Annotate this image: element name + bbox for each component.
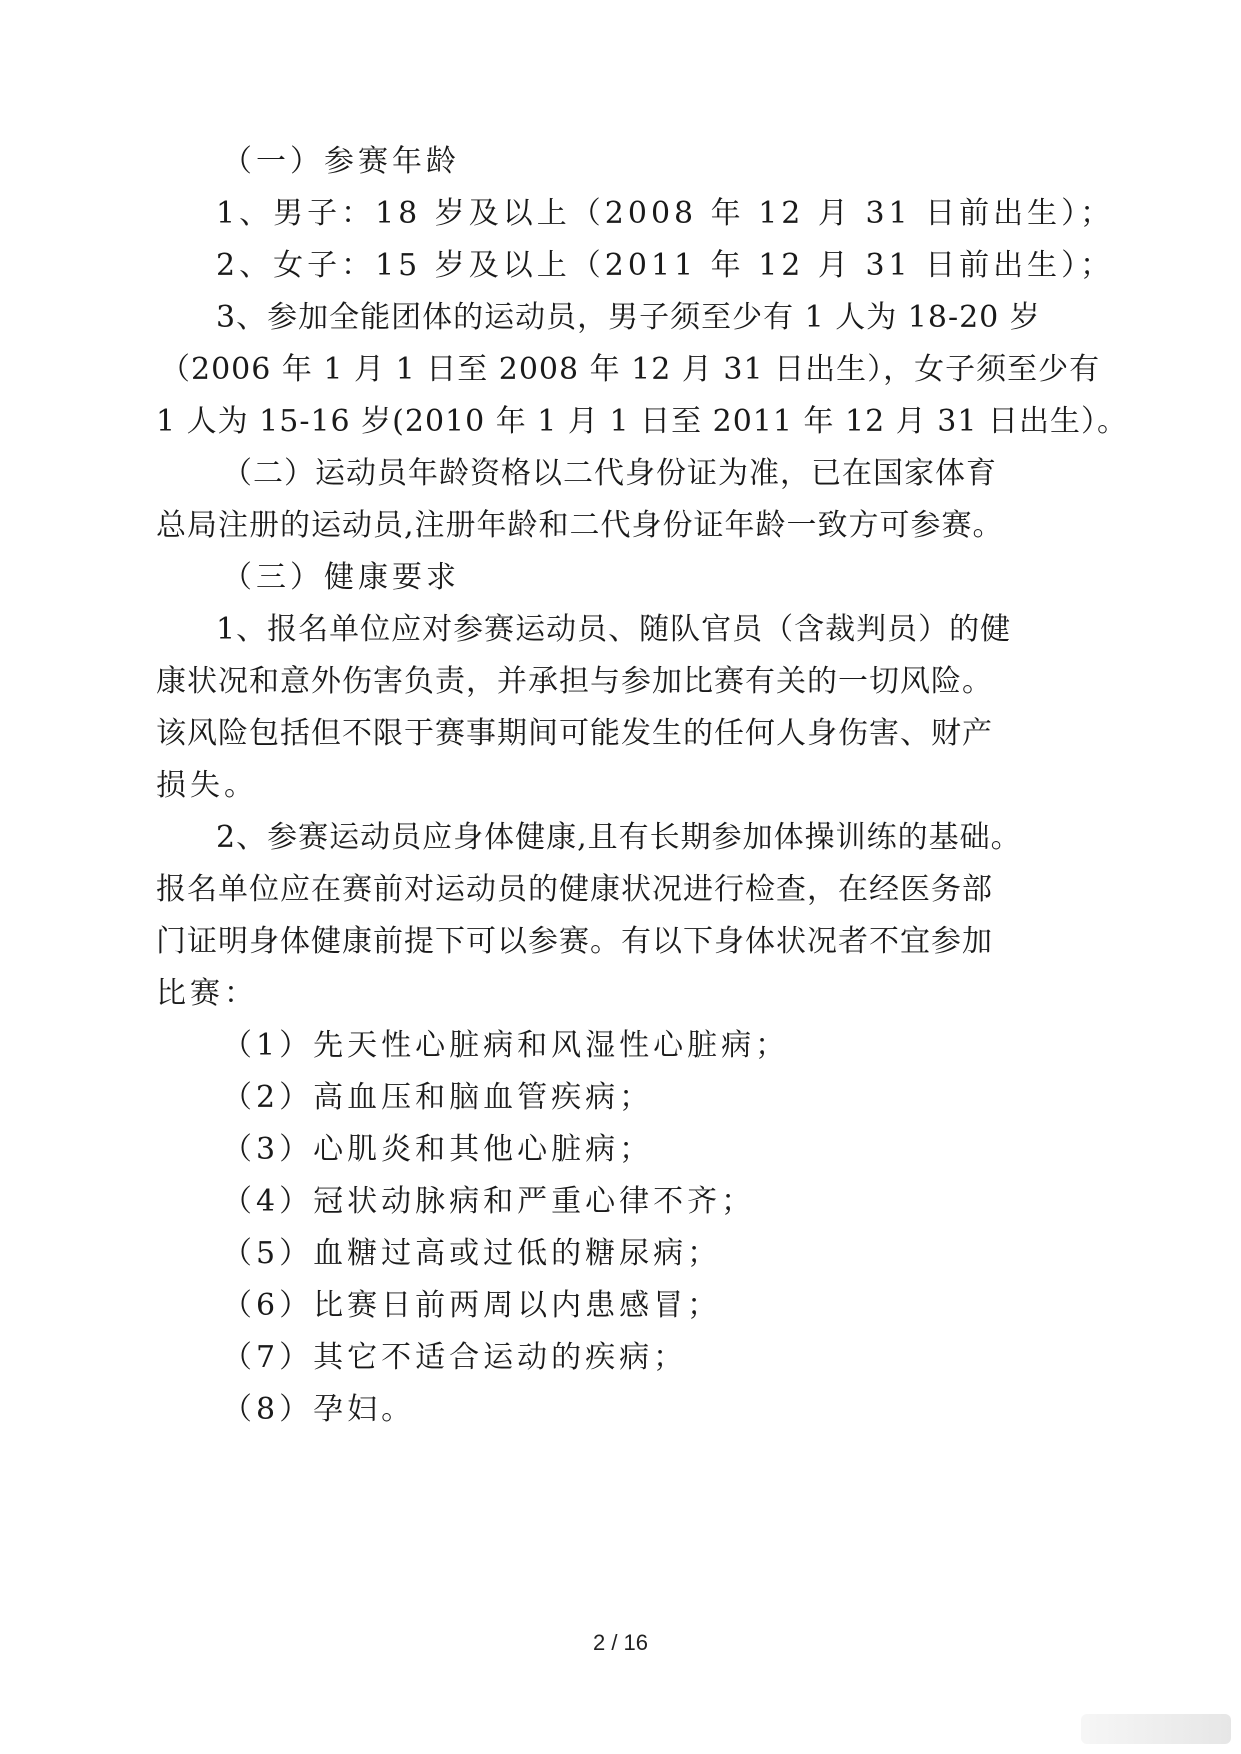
condition-item-5: （5）血糖过高或过低的糖尿病； [222, 1236, 722, 1271]
age-item-male: 1、男子：18 岁及以上（2008 年 12 月 31 日前出生）； [216, 196, 1115, 231]
condition-item-1: （1）先天性心脏病和风湿性心脏病； [222, 1028, 790, 1063]
health-item-2-line3: 门证明身体健康前提下可以参赛。有以下身体状况者不宜参加 [156, 924, 993, 959]
section-heading-age: （一）参赛年龄 [222, 144, 460, 179]
page-number: 2 / 16 [592, 1630, 649, 1655]
section-heading-id-line1: （二）运动员年龄资格以二代身份证为准，已在国家体育 [222, 456, 997, 491]
age-item-female: 2、女子：15 岁及以上（2011 年 12 月 31 日前出生）； [216, 248, 1115, 283]
health-item-2-line2: 报名单位应在赛前对运动员的健康状况进行检查，在经医务部 [156, 872, 993, 907]
health-item-1-line4: 损失。 [156, 768, 258, 803]
condition-item-3: （3）心肌炎和其他心脏病； [222, 1132, 654, 1167]
health-item-2-line1: 2、参赛运动员应身体健康,且有长期参加体操训练的基础。 [216, 820, 1022, 855]
condition-item-6: （6）比赛日前两周以内患感冒； [222, 1288, 722, 1323]
health-item-2-line4: 比赛： [156, 976, 258, 1011]
condition-item-2: （2）高血压和脑血管疾病； [222, 1080, 654, 1115]
section-id-line2: 总局注册的运动员,注册年龄和二代身份证年龄一致方可参赛。 [156, 508, 1004, 543]
health-item-1-line2: 康状况和意外伤害负责，并承担与参加比赛有关的一切风险。 [156, 664, 993, 699]
condition-item-7: （7）其它不适合运动的疾病； [222, 1340, 688, 1375]
condition-item-8: （8）孕妇。 [222, 1392, 416, 1427]
health-item-1-line3: 该风险包括但不限于赛事期间可能发生的任何人身伤害、财产 [156, 716, 993, 751]
health-item-1-line1: 1、报名单位应对参赛运动员、随队官员（含裁判员）的健 [216, 612, 1012, 647]
watermark [1081, 1714, 1231, 1744]
condition-item-4: （4）冠状动脉病和严重心律不齐； [222, 1184, 756, 1219]
age-item-team-line1: 3、参加全能团体的运动员，男子须至少有 1 人为 18-20 岁 [216, 300, 1041, 335]
section-heading-health: （三）健康要求 [222, 560, 460, 595]
age-item-team-line3: 1 人为 15-16 岁(2010 年 1 月 1 日至 2011 年 12 月 31 日出生）。 [156, 404, 1128, 439]
age-item-team-line2: （2006 年 1 月 1 日至 2008 年 12 月 31 日出生），女子须至少有 [160, 352, 1101, 387]
